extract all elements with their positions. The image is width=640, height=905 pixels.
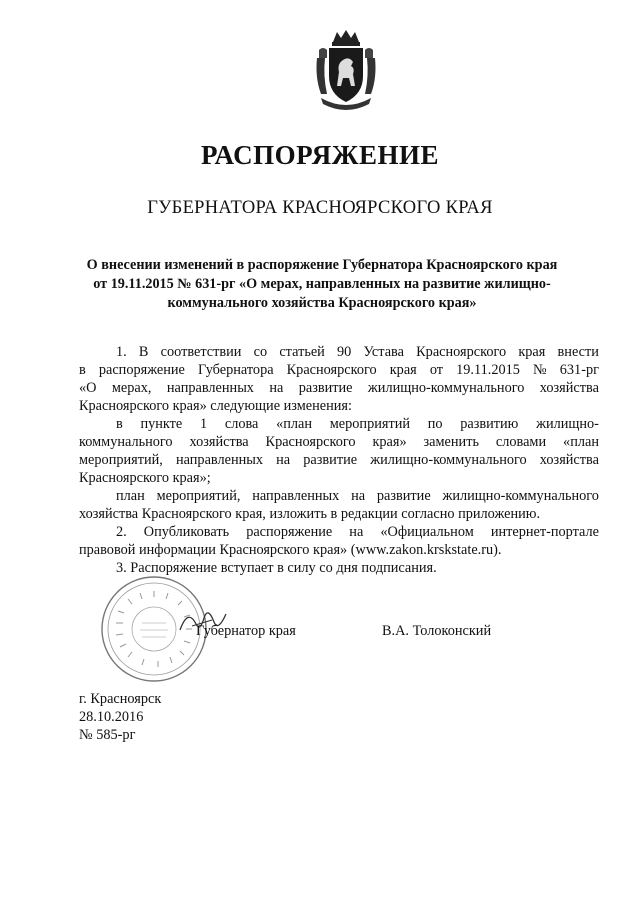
word: Устава	[363, 344, 404, 360]
word: «план	[276, 416, 313, 432]
word: 631-рг	[559, 362, 599, 378]
word: в	[116, 416, 123, 432]
word: жилищно-коммунального	[370, 452, 527, 468]
word: Красноярского	[416, 344, 507, 360]
word: 1.	[116, 344, 127, 360]
word: заменить	[423, 434, 479, 450]
document-subtitle: ГУБЕРНАТОРА КРАСНОЯРСКОГО КРАЯ	[147, 198, 493, 218]
word: хозяйства	[189, 434, 249, 450]
word: мероприятий,	[156, 488, 241, 504]
word: края	[518, 344, 546, 360]
word: жилищно-	[536, 416, 599, 432]
word: коммунального	[79, 434, 173, 450]
word: «план	[563, 434, 599, 450]
word: хозяйства	[539, 380, 599, 396]
heading-line: О внесении изменений в распоряжение Губернатора Красноярского края	[86, 257, 558, 273]
document-number: № 585-рг	[79, 727, 136, 743]
word: на	[351, 488, 366, 504]
word: жилищно-коммунального	[367, 380, 525, 396]
issue-city: г. Красноярск	[79, 691, 162, 707]
word: направленных	[252, 488, 340, 504]
word: «Официальном	[380, 524, 474, 540]
word: по	[427, 416, 443, 432]
text-line	[79, 415, 599, 433]
word: мерах,	[111, 380, 152, 396]
word: развитие	[376, 488, 431, 504]
word: «О	[79, 380, 97, 396]
issue-date: 28.10.2016	[79, 709, 144, 725]
word: развитие	[298, 380, 353, 396]
text-line	[79, 433, 599, 451]
heading-line: коммунального хозяйства Красноярского края»	[167, 295, 477, 311]
word: мероприятий,	[79, 452, 163, 468]
text-line	[79, 451, 599, 469]
word: направленных	[166, 380, 254, 396]
word: хозяйства	[539, 452, 599, 468]
word: развитию	[460, 416, 519, 432]
signatory-position: Губернатор края	[196, 623, 296, 639]
word: соответствии	[160, 344, 242, 360]
word: Красноярского	[286, 362, 377, 378]
word: на	[269, 380, 284, 396]
document-body	[79, 343, 599, 577]
word: Опубликовать	[143, 524, 230, 540]
word: распоряжение	[98, 362, 185, 378]
word: Красноярского	[265, 434, 356, 450]
word: края	[389, 362, 417, 378]
word: Губернатора	[197, 362, 274, 378]
word: В	[138, 344, 149, 360]
word: мероприятий	[329, 416, 411, 432]
text-line: Красноярского края»;	[79, 470, 211, 486]
text-line	[79, 379, 599, 397]
word: со	[253, 344, 268, 360]
word: статьей	[279, 344, 325, 360]
heading-line: от 19.11.2015 № 631-рг «О мерах, направленных на развитие жилищно-	[93, 276, 551, 292]
word: 1	[199, 416, 208, 432]
word: №	[533, 362, 547, 378]
text-line	[79, 523, 599, 541]
text-line: правовой информации Красноярского края» (www.zakon.krskstate.ru).	[79, 542, 502, 558]
word: края»	[372, 434, 407, 450]
word: развитие	[303, 452, 358, 468]
text-line	[79, 361, 599, 379]
word: внести	[557, 344, 599, 360]
signatory-name: В.А. Толоконский	[382, 623, 492, 639]
word: направленных	[175, 452, 264, 468]
coat-of-arms-icon	[313, 28, 379, 110]
word: план	[116, 488, 145, 504]
text-line	[79, 343, 599, 361]
word: на	[349, 524, 364, 540]
text-line	[79, 487, 599, 505]
document-title: РАСПОРЯЖЕНИЕ	[200, 140, 440, 170]
word: пункте	[140, 416, 183, 432]
text-line: Красноярского края» следующие изменения:	[79, 398, 352, 414]
text-line: хозяйства Красноярского края, изложить в редакции согласно приложению.	[79, 506, 541, 522]
word: 19.11.2015	[456, 362, 520, 378]
word: от	[429, 362, 444, 378]
word: в	[79, 362, 86, 378]
word: распоряжение	[246, 524, 333, 540]
word: 90	[337, 344, 352, 360]
word: на	[276, 452, 291, 468]
text-line: 3. Распоряжение вступает в силу со дня подписания.	[116, 560, 437, 576]
word: слова	[224, 416, 259, 432]
word: жилищно-коммунального	[442, 488, 599, 504]
word: 2.	[116, 524, 127, 540]
word: словами	[495, 434, 547, 450]
document-heading	[82, 256, 562, 313]
document-footer	[79, 690, 161, 744]
word: интернет-портале	[490, 524, 599, 540]
